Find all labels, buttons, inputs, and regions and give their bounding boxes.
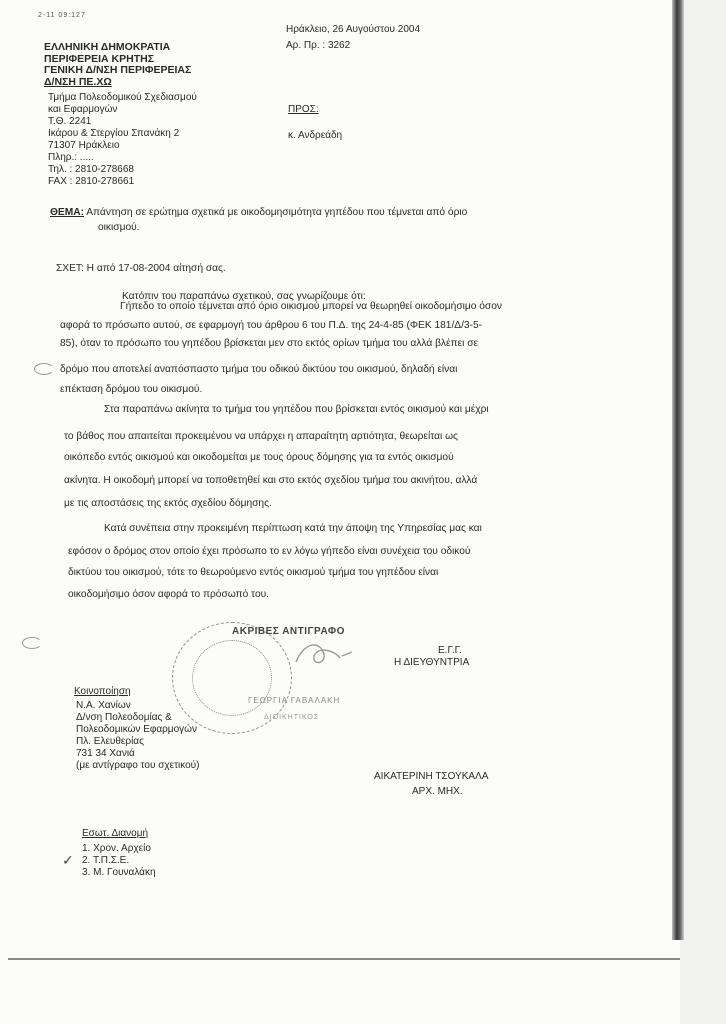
cc-line: Πολεοδομικών Εφαρμογών (76, 724, 197, 735)
body-line: με τις αποστάσεις της εκτός σχεδίου δόμησης. (64, 498, 272, 509)
check-mark-icon: ✓ (62, 852, 74, 868)
internal-distribution-list (82, 843, 156, 879)
sender-line: Δ/ΝΣΗ ΠΕ.ΧΩ (44, 75, 112, 88)
fax-header: 2-11 09:127 (38, 12, 86, 19)
reference-line: ΣΧΕΤ: Η από 17-08-2004 αίτησή σας. (56, 263, 226, 274)
body-line: οικοδομήσιμο όσον αφορά το πρόσωπό του. (68, 589, 270, 600)
subject-text-continued: οικισμού. (98, 222, 140, 233)
body-line: το βάθος που απαιτείται προκειμένου να υπάρχει η απαραίτητη αρτιότητα, θεωρείται ως (64, 431, 458, 442)
cc-line: Ν.Α. Χανίων (76, 700, 131, 711)
body-line: δρόμο που αποτελεί αναπόσπαστο τμήμα του οδικού δικτύου του οικισμού, δηλαδή είναι (60, 364, 458, 375)
sender-header-bold (44, 42, 191, 88)
sender-line: Τηλ. : 2810-278668 (48, 164, 134, 175)
punch-hole-mark (22, 637, 42, 649)
sender-line: Πληρ.: ..... (48, 152, 94, 163)
distribution-line: 2. Τ.Π.Σ.Ε. (82, 855, 130, 866)
cc-list (76, 700, 199, 772)
body-line: οικόπεδο εντός οικισμού και οικοδομείται με τους όρους δόμησης για τα εντός οικισμού (64, 452, 454, 463)
body-line: Γήπεδο το οποίο τέμνεται από όριο οικισμού μπορεί να θεωρηθεί οικοδομήσιμο όσον (120, 301, 502, 312)
signature-egg: Ε.Γ.Γ. (438, 645, 462, 656)
sender-line: ΕΛΛΗΝΙΚΗ ΔΗΜΟΚΡΑΤΙΑ (44, 41, 171, 53)
sender-line: FAX : 2810-278661 (48, 176, 135, 187)
to-label: ΠΡΟΣ: (288, 104, 319, 115)
distribution-line: 3. Μ. Γουναλάκη (82, 867, 156, 878)
body-line: επέκταση δρόμου του οικισμού. (60, 384, 203, 395)
stamp-role: ΔΙΟΙΚΗΤΙΚΟΣ (264, 714, 320, 721)
body-line: 85), όταν το πρόσωπο του γηπέδου βρίσκεται μεν στο εκτός ορίων τμήμα του αλλά βλέπει σε (60, 338, 479, 349)
sender-line: και Εφαρμογών (48, 104, 118, 115)
sender-line: Τ.Θ. 2241 (48, 116, 92, 127)
sender-line: Ικάρου & Στεργίου Σπανάκη 2 (48, 128, 180, 139)
stamp-name: ΓΕΩΡΓΙΑ ΓΑΒΑΛΑΚΗ (248, 696, 341, 705)
body-line: Στα παραπάνω ακίνητα το τμήμα του γηπέδου που βρίσκεται εντός οικισμού και μέχρι (104, 404, 489, 415)
subject-text: Απάντηση σε ερώτημα σχετικά με οικοδομησιμότητα γηπέδου που τέμνεται από όριο (86, 207, 468, 218)
subject-line (50, 207, 467, 218)
body-line: δικτύου του οικισμού, τότε το θεωρούμενο εντός οικισμού τμήμα του γηπέδου είναι (68, 567, 439, 578)
body-line: Κατόπιν του παραπάνω σχετικού, σας γνωρίζουμε ότι: (122, 291, 366, 302)
internal-distribution-label: Εσωτ. Διανομή (82, 828, 149, 839)
handwritten-signature (290, 636, 360, 676)
cc-line: Δ/νση Πολεοδομίας & (76, 712, 172, 723)
certified-copy-stamp: ΑΚΡΙΒΕΣ ΑΝΤΙΓΡΑΦΟ (232, 626, 345, 637)
body-line: Κατά συνέπεια στην προκειμένη περίπτωση κατά την άποψη της Υπηρεσίας μας και (104, 523, 482, 534)
sender-line: 71307 Ηράκλειο (48, 140, 120, 151)
subject-label: ΘΕΜΑ: (50, 207, 84, 218)
distribution-line: 1. Χρον. Αρχείο (82, 843, 151, 854)
sender-details (48, 92, 197, 188)
cc-line: 731 34 Χανιά (76, 748, 135, 759)
place-date: Ηράκλειο, 26 Αυγούστου 2004 (286, 24, 421, 35)
scan-edge-shadow (672, 0, 684, 940)
sender-line: ΓΕΝΙΚΗ Δ/ΝΣΗ ΠΕΡΙΦΕΡΕΙΑΣ (44, 64, 192, 76)
cc-line: Πλ. Ελευθερίας (76, 736, 144, 747)
punch-hole-mark (34, 363, 54, 375)
protocol-number: Αρ. Πρ. : 3262 (286, 40, 351, 51)
signatory-title: ΑΡΧ. ΜΗΧ. (412, 786, 463, 797)
body-line: εφόσον ο δρόμος στον οποίο έχει πρόσωπο το εν λόγω γήπεδο είναι συνέχεια του οδικού (68, 546, 471, 557)
sender-line: Τμήμα Πολεοδομικού Σχεδιασμού (48, 92, 197, 103)
signatory-role: Η ΔΙΕΥΘΥΝΤΡΙΑ (394, 657, 470, 668)
cc-label: Κοινοποίηση (74, 686, 131, 697)
body-line: ακίνητα. Η οικοδομή μπορεί να τοποθετηθεί και στο εκτός σχεδίου τμήμα του ακινήτου, αλλά (64, 475, 478, 486)
body-line: αφορά το πρόσωπο αυτού, σε εφαρμογή του άρθρου 6 του Π.Δ. της 24-4-85 (ΦΕΚ 181/Δ/3-5- (60, 320, 483, 331)
cc-line: (με αντίγραφο του σχετικού) (76, 760, 200, 771)
recipient-name: κ. Ανδρεάδη (288, 130, 343, 141)
page-bottom-edge (8, 958, 680, 960)
sender-line: ΠΕΡΙΦΕΡΕΙΑ ΚΡΗΤΗΣ (44, 52, 155, 65)
signatory-name: ΑΙΚΑΤΕΡΙΝΗ ΤΣΟΥΚΑΛΑ (374, 771, 489, 782)
